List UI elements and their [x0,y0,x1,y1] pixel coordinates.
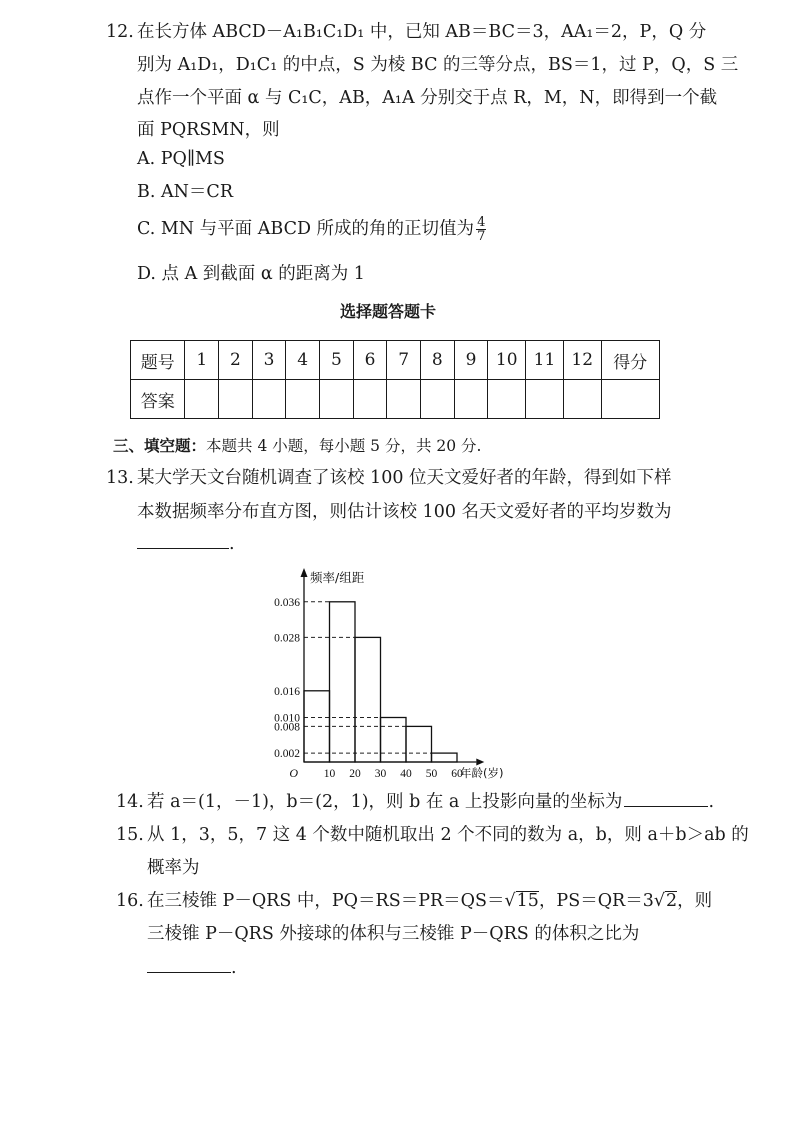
y-tick-label: 0.002 [274,748,300,761]
q13-answer-blank[interactable] [137,532,229,549]
x-tick-label: 40 [400,768,412,780]
sqrt-sign: √ [653,891,666,911]
section-3-title: 三、填空题： [113,436,207,455]
answer-card-number: 10 [488,341,526,380]
y-tick-label: 0.010 [274,712,300,725]
q12-option-c-text: C. MN 与平面 ABCD 所成的角的正切值为 [137,219,475,239]
answer-cell[interactable] [320,380,354,419]
q14-number: 14. [116,792,144,812]
y-tick-label: 0.008 [274,721,300,734]
q15-number: 15. [116,825,144,845]
q16-line-1 [147,889,712,913]
sqrt-sign: √ [504,891,516,911]
q16-answer-line [147,956,237,980]
answer-cell[interactable] [353,380,387,419]
y-tick-label: 0.028 [274,632,300,645]
histogram-bar [406,726,432,762]
x-tick-label: 20 [349,768,361,780]
answer-cell[interactable] [252,380,286,419]
frequency-histogram [255,565,515,787]
answer-cell[interactable] [454,380,488,419]
y-axis-arrow [301,568,308,577]
x-tick-label: 60 [451,768,463,780]
answer-card-table [130,340,660,419]
histogram-bar [330,602,356,762]
origin-label: O [289,766,298,780]
y-tick-label: 0.036 [274,596,300,609]
score-cell[interactable] [601,380,659,419]
q16-text-c: ，则 [677,891,713,911]
q12-option-b: B. AN＝CR [137,182,234,202]
q12-number: 12. [106,22,134,42]
histogram-bar [432,753,458,762]
q12-option-c-fraction [476,216,486,243]
q12-option-a: A. PQ∥MS [137,149,225,169]
histogram-bar [355,637,381,762]
answer-card-number: 2 [219,341,253,380]
q16-answer-blank[interactable] [147,956,231,973]
question-number-header: 题号 [131,341,185,380]
q16-period: . [231,958,237,978]
q13-line-2: 本数据频率分布直方图，则估计该校 100 名天文爱好者的平均岁数为 [137,502,672,522]
answer-card-number: 9 [454,341,488,380]
x-axis-arrow [476,759,484,766]
q16-number: 16. [116,891,144,911]
answer-cell[interactable] [185,380,219,419]
answer-cell[interactable] [286,380,320,419]
q14-period: . [708,792,715,812]
x-tick-label: 30 [374,768,387,780]
q12-option-d: D. 点 A 到截面 α 的距离为 1 [137,264,365,284]
answer-card-number: 8 [421,341,455,380]
answer-card-number: 3 [252,341,286,380]
q15-line-1: 从 1，3，5，7 这 4 个数中随机取出 2 个不同的数为 a，b，则 a＋b＞ab 的 [147,825,749,845]
answer-card-answer-row [131,380,660,419]
q13-number: 13. [106,468,134,488]
answer-card-number: 5 [320,341,354,380]
answer-cell[interactable] [563,380,601,419]
x-tick-label: 50 [425,768,438,780]
q16-text-a: 在三棱锥 P－QRS 中，PQ＝RS＝PR＝QS＝ [147,891,505,911]
q13-line-1: 某大学天文台随机调查了该校 100 位天文爱好者的年龄，得到如下样 [137,468,672,488]
answer-cell[interactable] [219,380,253,419]
q16-text-b: ，PS＝QR＝3 [538,891,654,911]
q14-text: 若 a＝(1，－1)，b＝(2，1)，则 b 在 a 上投影向量的坐标为 [147,792,623,812]
answer-cell[interactable] [421,380,455,419]
answer-cell[interactable] [387,380,421,419]
q15-line-2: 概率为 [147,858,200,878]
x-tick-label: 10 [323,768,336,780]
q14-answer-blank[interactable] [624,790,708,807]
q12-line-4: 面 PQRSMN，则 [137,120,280,140]
section-3-heading [113,434,481,458]
y-tick-label: 0.016 [274,685,300,698]
answer-card-number: 6 [353,341,387,380]
q12-line-1: 在长方体 ABCD－A₁B₁C₁D₁ 中，已知 AB＝BC＝3，AA₁＝2，P，Q 分 [137,22,707,42]
q12-line-3: 点作一个平面 α 与 C₁C，AB，A₁A 分别交于点 R，M，N，即得到一个截 [137,88,718,108]
answer-card-title: 选择题答题卡 [340,302,437,321]
q12-line-2: 别为 A₁D₁，D₁C₁ 的中点，S 为棱 BC 的三等分点，BS＝1，过 P，Q，S 三 [137,55,739,75]
answer-card-number: 1 [185,341,219,380]
answer-card-number: 12 [563,341,601,380]
fraction-denominator: 7 [477,229,486,244]
q12-option-c [137,216,486,243]
section-3-description: 本题共 4 小题，每小题 5 分，共 20 分. [206,437,482,455]
q13-period: . [229,534,235,554]
fraction-numerator: 4 [477,215,486,230]
answer-card-number: 7 [387,341,421,380]
answer-cell[interactable] [526,380,564,419]
q14-line [147,790,714,814]
answer-card-header-row [131,341,660,380]
answer-row-label: 答案 [131,380,185,419]
sqrt-radicand: 2 [666,891,678,911]
y-axis-label: 频率/组距 [310,570,365,585]
answer-card-number: 11 [526,341,564,380]
histogram-bar [381,718,407,763]
q16-line-2: 三棱锥 P－QRS 外接球的体积与三棱锥 P－QRS 的体积之比为 [147,924,640,944]
answer-card-number: 4 [286,341,320,380]
answer-cell[interactable] [488,380,526,419]
x-axis-label: 年龄(岁) [460,766,504,780]
q13-answer-line [137,532,235,556]
score-header: 得分 [601,341,659,380]
sqrt-radicand: 15 [516,891,539,911]
